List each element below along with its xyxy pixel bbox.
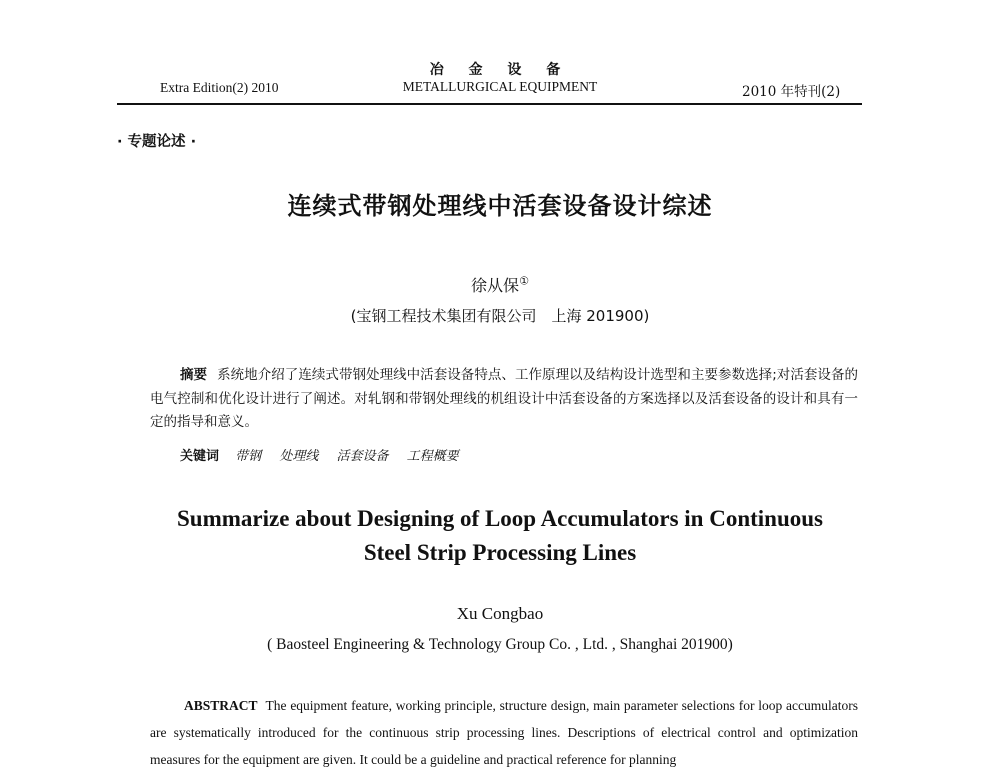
author-name-cn: 徐从保 (471, 276, 520, 295)
abstract-cn (150, 364, 858, 435)
header-rule (117, 103, 862, 105)
journal-name-en: METALLURGICAL EQUIPMENT (402, 79, 598, 94)
abstract-en-label: ABSTRACT (184, 698, 258, 713)
header-edition: Extra Edition(2) 2010 (160, 80, 279, 95)
abstract-en (150, 692, 858, 773)
keywords-cn-label: 关键词 (180, 449, 220, 464)
abstract-cn-text: 系统地介绍了连续式带钢处理线中活套设备特点、工作原理以及结构设计选型和主要参数选择;对活套设备的电气控制和优化设计进行了阐述。对轧钢和带钢处理线的机组设计中活套设备的方案选择以及活套设备的设计和具有一定的指导和意义。 (150, 367, 858, 430)
keyword: 处理线 (279, 449, 319, 464)
author-en: Xu Congbao (456, 604, 544, 623)
column-tag: · 专题论述 · (117, 134, 197, 150)
affiliation-cn: (宝钢工程技术集团有限公司 上海 201900) (350, 307, 650, 325)
paper-title-cn: 连续式带钢处理线中活套设备设计综述 (287, 192, 713, 220)
affiliation-en: ( Baosteel Engineering & Technology Group Co. , Ltd. , Shanghai 201900) (267, 636, 733, 653)
paper-title-en-line1: Summarize about Designing of Loop Accumulators in Continuous (177, 506, 823, 531)
keyword: 带钢 (235, 449, 262, 464)
author-cn (0, 273, 1000, 296)
header-journal (0, 62, 1000, 96)
abstract-cn-label: 摘要 (180, 367, 208, 383)
header-issue: 2010 年特刊(2) (742, 84, 841, 100)
author-footnote-mark: ① (519, 274, 529, 288)
journal-name-cn: 冶 金 设 备 (429, 62, 571, 78)
keyword: 工程概要 (406, 449, 459, 464)
paper-title-en (0, 502, 1000, 570)
abstract-en-text: The equipment feature, working principle, structure design, main parameter selections for loop accumulators are systematically introduced for the continuous strip processing lines. Descriptions of electrical control and optimization measures for the equipment are given. It could be a guideline and practical reference for planning (150, 698, 858, 767)
keyword: 活套设备 (336, 449, 389, 464)
keywords-cn (180, 445, 473, 464)
paper-title-en-line2: Steel Strip Processing Lines (363, 540, 637, 565)
